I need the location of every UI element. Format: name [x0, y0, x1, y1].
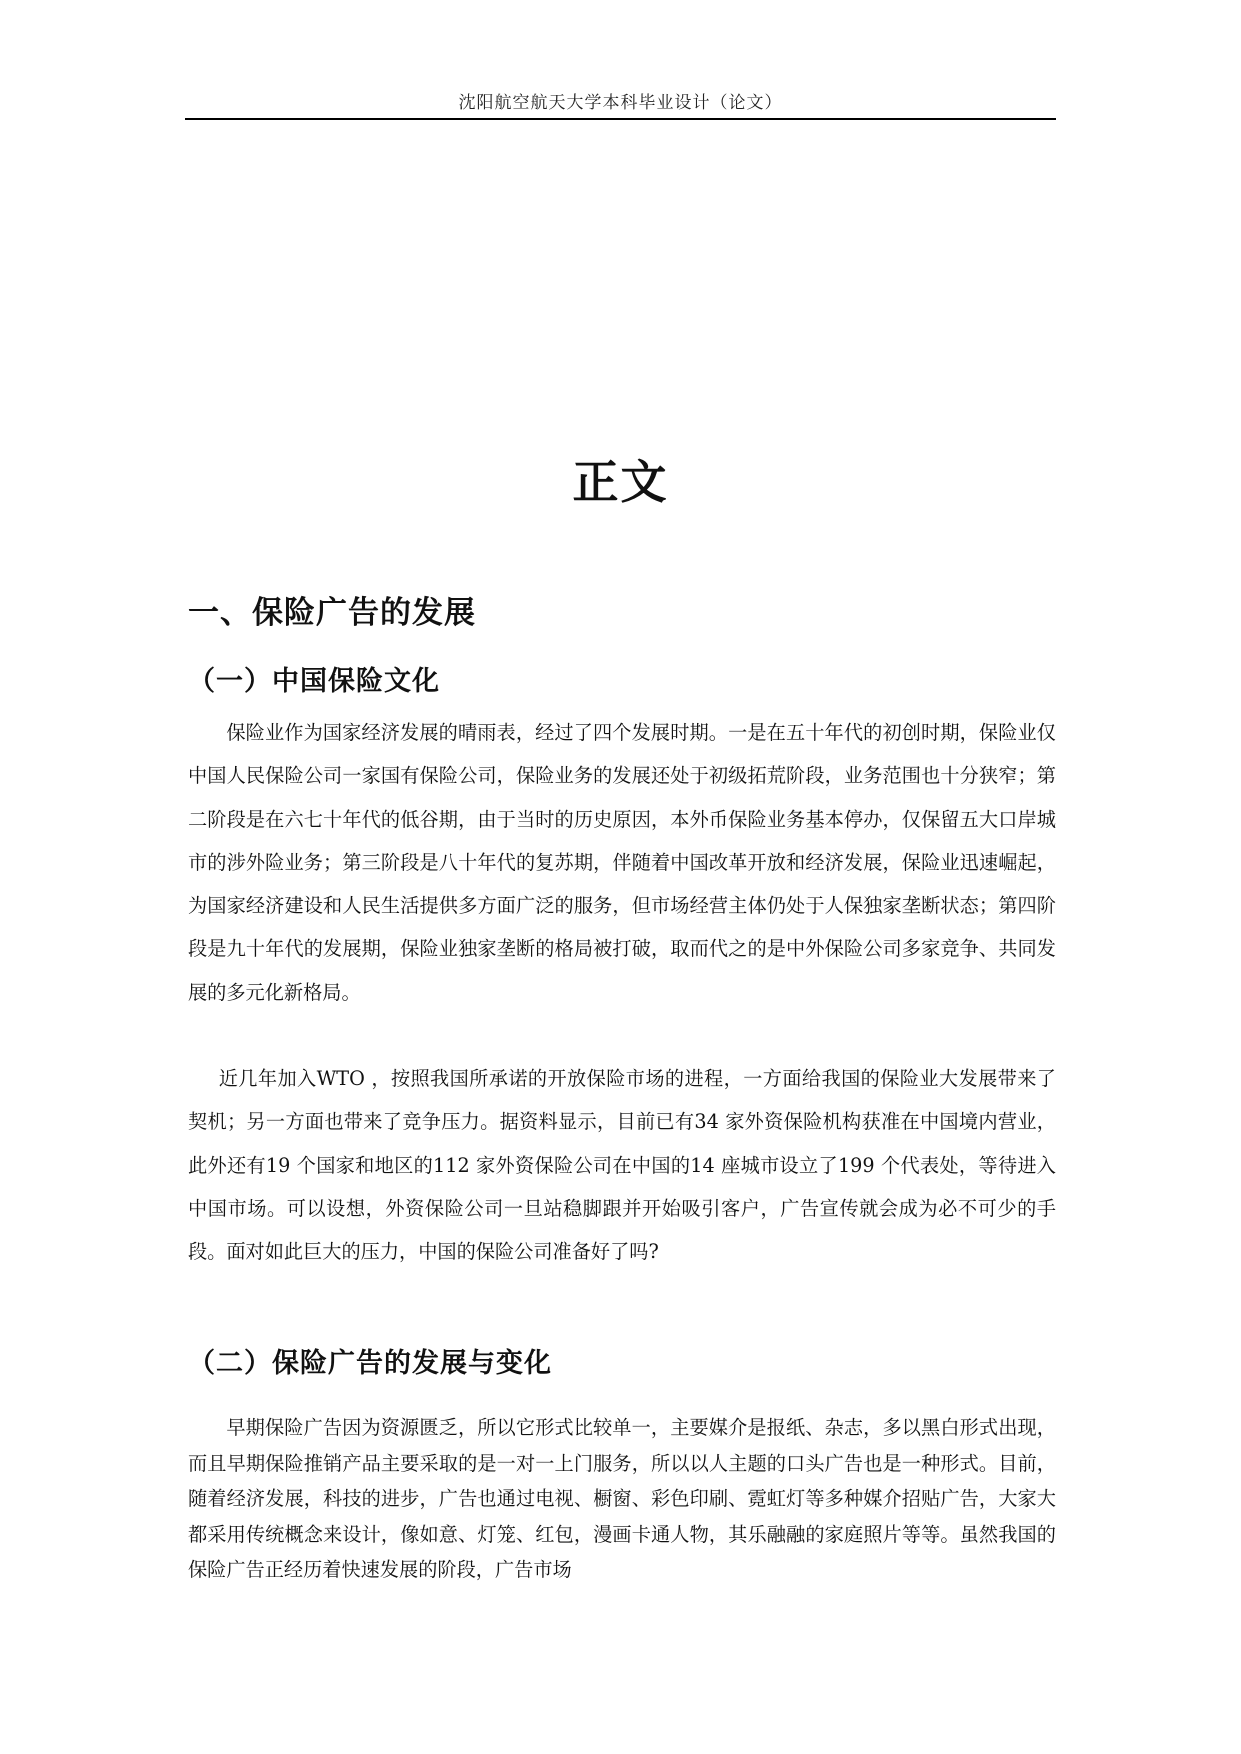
paragraph-advertising-evolution: 早期保险广告因为资源匮乏，所以它形式比较单一，主要媒介是报纸、杂志，多以黑白形式出现，而且早期保险推销产品主要采取的是一对一上门服务，所以以人主题的口头广告也是一种形式。目前，随着经济发展，科技的进步，广告也通过电视、橱窗、彩色印刷、霓虹灯等多种媒介招贴广告，大家大都采用传统概念来设计，像如意、灯笼、红包，漫画卡通人物，其乐融融的家庭照片等等。虽然我国的保险广告正经历着快速发展的阶段，广告市场 — [188, 1416, 1056, 1581]
header-rule — [185, 118, 1056, 120]
running-header: 沈阳航空航天大学本科毕业设计（论文） — [458, 93, 783, 113]
subsection-heading-1: （一）中国保险文化 — [188, 666, 440, 697]
section-heading-1: 一、保险广告的发展 — [188, 595, 476, 631]
subsection-heading-2: （二）保险广告的发展与变化 — [188, 1348, 552, 1379]
paragraph-wto-competition: 近几年加入WTO ，按照我国所承诺的开放保险市场的进程，一方面给我国的保险业大发展带来了契机；另一方面也带来了竞争压力。据资料显示，目前已有34 家外资保险机构获准在中国境内营业，此外还有19 个国家和地区的112 家外资保险公司在中国的14 座城市设立了199 个代表处，等待进入中国市场。可以设想，外资保险公司一旦站稳脚跟并开始吸引客户，广告宣传就会成为必不可少的手段。面对如此巨大的压力，中国的保险公司准备好了吗? — [188, 1067, 1056, 1264]
page-title: 正文 — [572, 455, 669, 509]
paragraph-insurance-history: 保险业作为国家经济发展的晴雨表，经过了四个发展时期。一是在五十年代的初创时期，保险业仅中国人民保险公司一家国有保险公司，保险业务的发展还处于初级拓荒阶段，业务范围也十分狭窄；第二阶段是在六七十年代的低谷期，由于当时的历史原因，本外币保险业务基本停办，仅保留五大口岸城市的涉外险业务；第三阶段是八十年代的复苏期，伴随着中国改革开放和经济发展，保险业迅速崛起，为国家经济建设和人民生活提供多方面广泛的服务，但市场经营主体仍处于人保独家垄断状态；第四阶段是九十年代的发展期，保险业独家垄断的格局被打破，取而代之的是中外保险公司多家竞争、共同发展的多元化新格局。 — [188, 721, 1056, 1004]
